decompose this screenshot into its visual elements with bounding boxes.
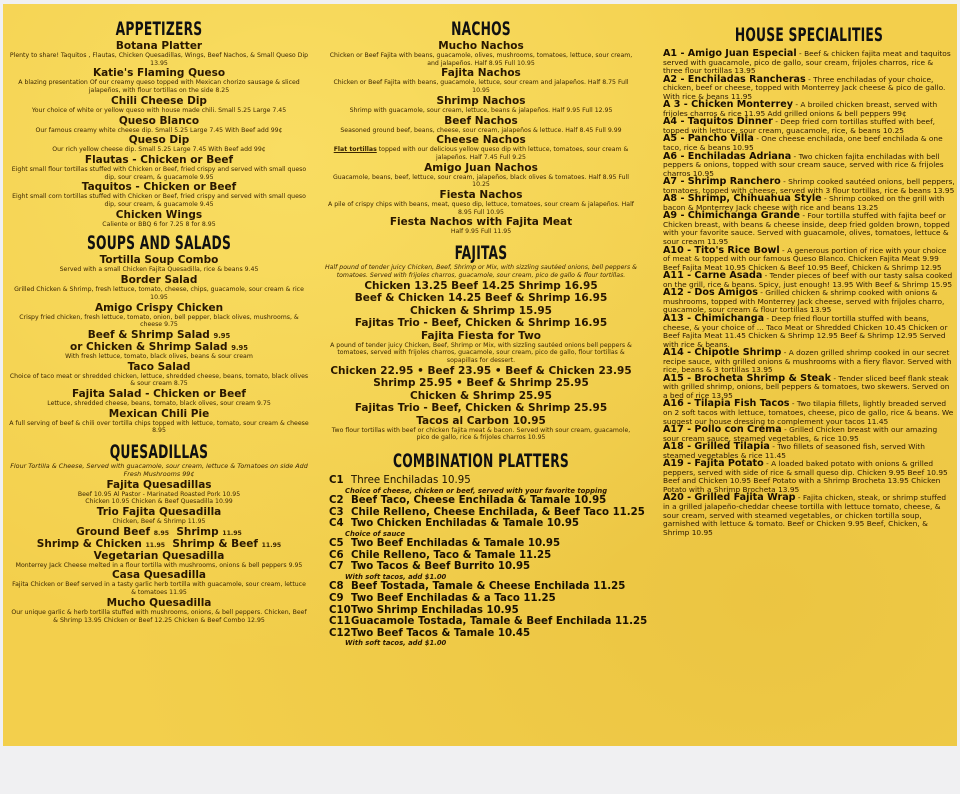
combo-row <box>329 518 637 530</box>
appetizer-item-desc <box>9 52 309 67</box>
soup-salad-item-name: Mexican Chili Pie <box>108 407 210 420</box>
combo-text: Two Beef Tacos & Tamale 10.45 <box>351 627 531 639</box>
house-item-desc: - Shrimp cooked on the grill with bacon & Monterrey Jack cheese with rice and beans 13.25 <box>663 194 945 212</box>
house-item <box>663 372 955 401</box>
tacos-al-carbon-name: Tacos al Carbon 10.95 <box>416 414 546 427</box>
appetizer-item-name: Flautas - Chicken or Beef <box>84 153 234 166</box>
combo-text: Two Chicken Enchiladas & Tamale 10.95 <box>351 518 579 530</box>
nachos-item-desc-text: topped with our delicious yellow queso dip with lettuce, tomatoes, sour cream & jalapeños. Half 7.45 Full 9.25 <box>376 146 629 161</box>
quesadillas-title: QUESADILLAS <box>109 441 209 464</box>
soup-salad-item-desc <box>9 373 309 388</box>
soup-salad-item <box>9 302 309 329</box>
house-title: HOUSE SPECIALITIES <box>734 24 884 46</box>
shrimp-quesadilla-price: 11.95 <box>222 529 242 537</box>
fajitas-section <box>325 264 637 442</box>
house-item-desc: - Fajita chicken, steak, or shrimp stuffed in a grilled jalapeño-cheddar cheese tortilla with lettuce tomato, cheese, & sour cream, served with steamed vegetables, or chicken tortilla soup, garnished with lettuce & tomato. Beef or Chicken 9.95 Beef, Chicken, & Shrimp 10.95 <box>663 493 947 537</box>
appetizer-item-desc <box>9 146 309 154</box>
soup-salad-item-name: Amigo Crispy Chicken <box>94 301 224 314</box>
house-item <box>663 73 955 102</box>
house-item-name: A8 - Shrimp, Chihuahua Style <box>663 193 822 205</box>
soups-list <box>9 254 309 435</box>
combo-text: Beef Tostada, Tamale & Cheese Enchilada 11.25 <box>351 581 626 593</box>
left-column <box>9 4 309 624</box>
house-item-name: A7 - Shrimp Ranchero <box>663 176 781 188</box>
shrimp-chicken-name: Shrimp & Chicken <box>36 537 142 550</box>
fajita-price-line: Chicken 13.25 Beef 14.25 Shrimp 16.95 <box>364 279 598 292</box>
combo-row <box>329 538 637 550</box>
combo-row <box>329 605 637 617</box>
house-item-desc: - Tender pieces of beef with our tasty salsa cooked on the grill, rice & beans. Spicy, just enough! 13.95 With Beef & Shrimp 15.95 <box>663 271 953 289</box>
house-item-desc: - Two fillets of seasoned fish, served With steamed vegetables & rice 11.45 <box>663 442 925 460</box>
soup-salad-item-desc-text: Grilled Chicken & Shrimp, fresh lettuce, tomato, cheese, chips, guacamole, sour cream & rice 10.95 <box>14 286 304 301</box>
nachos-item-name: Fiesta Nachos with Fajita Meat <box>389 216 573 229</box>
combo-text: Guacamole Tostada, Tamale & Beef Enchilada 11.25 <box>351 616 648 628</box>
house-item-name: A1 - Amigo Juan Especial <box>663 48 797 59</box>
house-item-name: A6 - Enchiladas Adriana <box>663 150 792 162</box>
menu-board <box>3 4 957 746</box>
fajita-price-line: Beef & Chicken 14.25 Beef & Shrimp 16.95 <box>354 292 608 305</box>
house-item-desc: - Shrimp cooked sautéed onions, bell peppers, tomatoes, topped with cheese, served with 3 flour tortillas, rice & beans 13.95 <box>663 177 955 195</box>
soup-salad-item-desc-text: A full serving of beef & chili over tortilla chips topped with lettuce, tomato, sour cream & cheese 8.95 <box>9 419 309 435</box>
house-item <box>663 289 955 315</box>
soup-salad-item-name: Tortilla Soup Combo <box>99 254 219 267</box>
nachos-item-desc-text: Half 9.95 Full 11.95 <box>450 228 512 236</box>
combo-text: Three Enchiladas 10.95 <box>351 475 471 487</box>
appetizer-item-desc <box>9 221 309 229</box>
appetizer-item-desc <box>9 107 309 115</box>
soup-salad-item-desc-text: Lettuce, shredded cheese, beans, tomato, black olives, sour cream 9.75 <box>47 400 271 408</box>
combo-code: C6 <box>329 549 344 561</box>
combo-code: C5 <box>329 538 344 550</box>
appetizers-list <box>9 40 309 228</box>
quesadillas-intro: Flour Tortilla & Cheese, Served with guacamole, sour cream, lettuce & Tomatoes on side Add Fresh Mushrooms 99¢ <box>10 462 308 478</box>
appetizer-item-desc-text: Our famous creamy white cheese dip. Small 5.25 Large 7.45 With Beef add 99¢ <box>35 126 283 134</box>
nachos-item-desc <box>325 228 637 236</box>
combo-row <box>329 495 637 507</box>
fajita-quesadillas-name: Fajita Quesadillas <box>106 478 212 491</box>
house-item-desc: - Deep fried flour tortilla stuffed with beans, cheese, & your choice of ... Taco Meat or Shredded Chicken 10.45 Chicken or Beef Fajita Meat 11.45 Chicken & Shrimp 12.95 Beef & Shrimp 12.95 Served with rice & beans. <box>663 313 948 349</box>
casa-quesadilla-desc: Fajita Chicken or Beef served in a tasty garlic herb tortilla with guacamole, sour cream, lettuce & tomatoes 11.95 <box>12 581 306 597</box>
house-item-desc: - One cheese enchilada, one beef enchilada & one taco, rice & beans 10.95 <box>663 134 943 153</box>
nachos-item-desc-text: A pile of crispy chips with beans, meat, queso dip, lettuce, tomatoes, sour cream & jalapeños. Half 8.95 Full 10.95 <box>328 201 634 216</box>
combo-code: C3 <box>329 506 344 518</box>
combo-code: C11 <box>329 616 351 628</box>
appetizer-item-name: Chicken Wings <box>115 208 203 221</box>
fajitas-intro: Half pound of tender juicy Chicken, Beef, Shrimp or Mix, with sizzling sautéed onions, bell peppers & tomatoes. Served with frijoles charros, guacamole, sour cream, pico de gallo & flour tortillas. <box>325 264 637 279</box>
appetizer-item <box>9 95 309 115</box>
house-item-desc: - Tender sliced beef flank steak with grilled shrimp, onions, bell peppers & tomatoes, two skewers. Served on a bed of rice 13.95 <box>663 373 950 400</box>
house-item-desc: - A loaded baked potato with onions & grilled peppers, served with side of rice & small queso dip. Chicken 9.95 Beef 10.95 Beef and Chicken 10.95 Beef Potato with a Shrimp Brocheta 13.95 Chicken Potato with a Shrimp Brocheta 13.95 <box>663 459 948 494</box>
appetizer-item-name: Katie's Flaming Queso <box>92 67 226 80</box>
nachos-item-name: Mucho Nachos <box>438 40 524 52</box>
appetizer-item <box>9 67 309 94</box>
appetizer-item-name: Botana Platter <box>115 40 203 52</box>
combo-row <box>329 628 637 640</box>
nachos-item-desc <box>325 79 637 94</box>
house-item-desc: - A dozen grilled shrimp cooked in our secret recipe sauce, with grilled onions & mushrooms with a fiery flavor. Served with rice, beans & 3 tortillas 13.95 <box>663 348 952 375</box>
appetizer-item-desc-text: A blazing presentation Of our creamy queso topped with Mexican chorizo sausage & sliced jalapeños, with flour tortillas on the side 8.25 <box>18 79 300 95</box>
soup-salad-item <box>9 329 309 341</box>
nachos-list <box>325 40 637 236</box>
house-item <box>663 349 955 375</box>
appetizer-item-name: Queso Dip <box>128 134 190 147</box>
mucho-quesadilla-name: Mucho Quesadilla <box>106 596 212 609</box>
combo-note: With soft tacos, add $1.00 <box>345 573 447 582</box>
combo-code: C9 <box>329 593 344 605</box>
soup-salad-item-name: Taco Salad <box>127 360 191 373</box>
house-item-name: A19 - Fajita Potato <box>663 458 764 470</box>
house-item-name: A4 - Taquitos Dinner <box>663 116 773 128</box>
house-item-name: A20 - Grilled Fajita Wrap <box>663 492 796 504</box>
house-item-name: A13 - Chimichanga <box>663 312 765 324</box>
nachos-item-desc-text: Chicken or Beef Fajita with beans, guacamole, olives, mushrooms, tomatoes, lettuce, sour cream, and jalapeños. Half 8.95 Full 10.95 <box>329 52 633 67</box>
combo-row <box>329 561 637 573</box>
combo-code: C1 <box>329 475 344 487</box>
appetizer-item-desc <box>9 166 309 181</box>
soup-salad-item-name: or Chicken & Shrimp Salad <box>69 340 228 353</box>
nachos-item <box>325 162 637 189</box>
shrimp-beef-name: Shrimp & Beef <box>172 537 258 550</box>
vegetarian-quesadilla-desc: Monterrey Jack Cheese melted in a flour tortilla with mushrooms, onions & bell peppers 9.95 <box>15 561 303 569</box>
fajita-price-line: Chicken & Shrimp 15.95 <box>410 304 552 317</box>
fajita-quesadillas-line2: Chicken 10.95 Chicken & Beef Quesadilla 10.99 <box>85 498 233 506</box>
soup-salad-item-price: 9.95 <box>213 331 231 340</box>
nachos-item <box>325 40 637 67</box>
fajita-price-line: Fajitas Trio - Beef, Chicken & Shrimp 25.95 <box>354 402 608 415</box>
soups-title: SOUPS AND SALADS <box>86 232 232 255</box>
middle-column <box>325 4 648 648</box>
house-item <box>663 212 955 246</box>
combos-list <box>325 475 648 648</box>
ground-beef-shrimp-line <box>9 526 309 538</box>
fiesta-price-lines <box>325 365 637 415</box>
nachos-item-desc-text: Shrimp with guacamole, sour cream, lettuce, beans & jalapeños. Half 9.95 Full 12.95 <box>349 106 613 114</box>
house-item <box>663 312 955 349</box>
appetizer-item-desc-text: Caliente or BBQ 6 for 7.25 8 for 8.95 <box>102 220 216 228</box>
house-item-name: A11 - Carne Asada <box>663 270 763 282</box>
combo-code: C7 <box>329 561 344 573</box>
fajita-price-line: Chicken 22.95 • Beef 23.95 • Beef & Chicken 23.95 <box>330 364 632 377</box>
soup-salad-item <box>9 388 309 408</box>
combo-code: C2 <box>329 495 344 507</box>
house-item-name: A17 - Pollo con Crema <box>663 424 782 436</box>
appetizer-item-desc-text: Plenty to share! Taquitos , Flautas, Chicken Quesadillas, Wings, Beef Nachos, & Small Queso Dip 13.95 <box>9 52 309 67</box>
nachos-item-desc <box>325 107 637 115</box>
house-item-desc: - A broiled chicken breast, served with frijoles charros & rice 11.95 Add grilled onions & bell peppers 99¢ <box>663 100 938 118</box>
casa-quesadilla-name: Casa Quesadilla <box>111 569 207 582</box>
combo-text: Chile Relleno, Cheese Enchilada, & Beef Taco 11.25 <box>351 506 645 518</box>
house-item <box>663 494 955 537</box>
house-item-desc: - Three enchiladas of your choice, chicken, beef or cheese, topped with Monterrey Jack cheese & pico de gallo. With rice & beans 11.95 <box>663 74 946 101</box>
house-list <box>663 50 955 537</box>
combo-row <box>329 581 637 593</box>
appetizer-item <box>9 40 309 67</box>
ground-beef-price: 8.95 <box>153 529 170 537</box>
ground-beef-name: Ground Beef <box>76 525 151 538</box>
soup-salad-item-desc-text: Crispy fried chicken, fresh lettuce, tomato, onion, bell pepper, black olives, mushrooms, & cheese 9.75 <box>19 313 299 329</box>
house-item-name: A15 - Brocheta Shrimp & Steak <box>663 372 832 384</box>
house-item-desc: - Two chicken fajita enchiladas with bell peppers & onions, topped with sour cream sauce, served with rice & frijoles charros 10.95 <box>663 151 944 178</box>
nachos-item-name: Cheese Nachos <box>436 134 526 147</box>
nachos-item-name: Beef Nachos <box>444 114 518 127</box>
fajita-price-line: Fajitas Trio - Beef, Chicken & Shrimp 16.95 <box>354 317 608 330</box>
house-item-name: A5 - Pancho Villa <box>663 133 754 145</box>
soup-salad-item <box>9 408 309 435</box>
nachos-item-name: Fajita Nachos <box>441 67 521 80</box>
combo-code: C8 <box>329 581 344 593</box>
appetizer-item-desc <box>9 127 309 135</box>
soup-salad-item-name: Fajita Salad - Chicken or Beef <box>72 388 246 401</box>
fajita-price-lines <box>325 280 637 330</box>
combo-note: Choice of sauce <box>345 529 405 538</box>
house-item <box>663 460 955 494</box>
soup-salad-item <box>9 274 309 301</box>
nachos-item-desc-text: Seasoned ground beef, beans, cheese, sour cream, jalapeños & lettuce. Half 8.45 Full 9.99 <box>340 126 622 134</box>
nachos-item <box>325 115 637 135</box>
nachos-item-desc <box>325 174 637 189</box>
vegetarian-quesadilla-name: Vegetarian Quesadilla <box>93 549 225 562</box>
house-item-name: A9 - Chimichanga Grande <box>663 210 800 222</box>
tacos-al-carbon-desc: Two flour tortillas with beef or chicken fajita meat & bacon. Served with sour cream, guacamole, pico de gallo, rice & frijoles charros 10.95 <box>331 426 631 442</box>
nachos-item-desc-text: Chicken or Beef Fajita with beans, guacamole, lettuce, sour cream and jalapeños. Half 8.75 Full 10.95 <box>333 79 629 95</box>
soup-salad-item-price: 9.95 <box>231 343 249 352</box>
nachos-item-desc <box>325 146 637 161</box>
combo-note: With soft tacos, add $1.00 <box>345 639 447 648</box>
soup-salad-item-desc <box>9 286 309 301</box>
nachos-item-desc-highlight: Flat tortillas <box>333 146 377 154</box>
nachos-item-desc <box>325 127 637 135</box>
fajita-price-line: Shrimp 25.95 • Beef & Shrimp 25.95 <box>373 377 589 390</box>
house-item <box>663 50 955 76</box>
house-item-name: A10 - Tito's Rice Bowl <box>663 244 780 256</box>
combo-text: Beef Taco, Cheese Enchilada & Tamale 10.95 <box>351 495 607 507</box>
combo-row <box>329 616 648 628</box>
combo-row <box>329 550 637 562</box>
combo-text: Two Tacos & Beef Burrito 10.95 <box>351 561 531 573</box>
soup-salad-item <box>9 341 309 361</box>
fajita-quesadillas-line1: Beef 10.95 Al Pastor - Marinated Roasted Pork 10.95 <box>77 490 241 498</box>
appetizer-item <box>9 115 309 135</box>
nachos-item-desc <box>325 201 637 216</box>
appetizer-item <box>9 181 309 208</box>
mucho-quesadilla-desc: Our unique garlic & herb tortilla stuffed with mushrooms, onions, & bell peppers. Chicken, Beef & Shrimp 13.95 Chicken or Beef 12.25 Chicken & Beef Combo 12.95 <box>11 608 307 624</box>
nachos-title: NACHOS <box>451 18 511 40</box>
fajitas-title: FAJITAS <box>454 242 508 265</box>
nachos-item <box>325 216 637 236</box>
soup-salad-item <box>9 361 309 388</box>
nachos-item <box>325 189 637 216</box>
nachos-item <box>325 95 637 115</box>
nachos-item <box>325 67 637 94</box>
soup-salad-item-desc <box>9 400 309 408</box>
house-item-desc: - Grilled chicken & shrimp cooked with onions & mushrooms, topped with Monterrey Jack cheese, served with frijoles charro, guacamole, sour cream & flour tortillas 13.95 <box>663 288 945 315</box>
appetizer-item-desc <box>9 193 309 208</box>
house-item-name: A2 - Enchiladas Rancheras <box>663 73 806 85</box>
combo-text: Two Beef Enchiladas & Tamale 10.95 <box>351 538 561 550</box>
house-item-desc: - A generous portion of rice with your choice of meat & topped with our famous Queso Blanco. Chicken Fajita Meat 9.99 Beef Fajita Meat 10.95 Chicken & Beef 10.95 Beef, Chicken & Shrimp 12.95 <box>663 245 947 272</box>
house-item-desc: - Grilled Chicken breast with our amazing sour cream sauce, steamed vegetables, & rice 10.95 <box>663 425 938 443</box>
nachos-item-desc <box>325 52 637 67</box>
nachos-item-name: Amigo Juan Nachos <box>424 161 538 174</box>
combo-row <box>329 506 645 519</box>
house-item-desc: - Four tortilla stuffed with fajita beef or Chicken breast, with beans & cheese inside, deep fried golden brown, topped with your favorite sauce. Served with guacamole, olives, tomatoes, lettuce & sour cream 11.95 <box>663 211 950 247</box>
nachos-item-name: Shrimp Nachos <box>436 94 526 107</box>
shrimp-combo-line <box>9 538 309 550</box>
nachos-item-desc-text: Guacamole, beans, beef, lettuce, sour cream, jalapeños, black olives & tomatoes. Half 8.95 Full 10.25 <box>332 173 629 189</box>
combos-title: COMBINATION PLATTERS <box>393 450 569 473</box>
house-item-desc: - Two tilapia fillets, lightly breaded served on 2 soft tacos with lettuce, tomatoes, cheese, pico de gallo, rice & beans. We suggest our house dressing to complement your tacos 11.45 <box>663 399 954 426</box>
appetizer-item-desc-text: Eight small flour tortillas stuffed with Chicken or Beef, fried crispy and served with small queso dip, sour cream, & guacamole 9.95 <box>11 165 307 181</box>
shrimp-quesadilla-name: Shrimp <box>176 525 219 538</box>
combo-row <box>329 593 637 605</box>
combo-code: C10 <box>329 604 351 616</box>
soup-salad-item-desc-text: Choice of taco meat or shredded chicken, lettuce, shredded cheese, beans, tomato, black olives & sour cream 8.75 <box>9 372 309 388</box>
appetizer-item-name: Chili Cheese Dip <box>111 94 207 107</box>
combo-note: Choice of cheese, chicken or beef, served with your favorite topping <box>345 486 608 495</box>
house-item <box>663 150 955 179</box>
house-item-desc: - Deep fried corn tortillas stuffed with beef, topped with lettuce, sour cream, guacamole, rice, & beans 10.25 <box>663 117 936 135</box>
appetizers-title: APPETIZERS <box>115 18 203 40</box>
house-item-name: A18 - Grilled Tilapia <box>663 441 770 453</box>
soup-salad-item-desc <box>9 353 309 361</box>
nachos-item <box>325 134 637 161</box>
combo-row <box>329 475 637 487</box>
fajita-price-line: Chicken & Shrimp 25.95 <box>410 389 552 402</box>
trio-quesadilla-name: Trio Fajita Quesadilla <box>96 505 222 518</box>
house-item-desc: - Beef & chicken fajita meat and taquitos served with guacamole, pico de gallo, sour cream, frijoles charros, rice & three flour tortillas 13.95 <box>663 49 951 76</box>
soup-salad-item <box>9 254 309 274</box>
appetizer-item-desc-text: Your choice of white or yellow queso with house made chili. Small 5.25 Large 7.45 <box>31 106 287 114</box>
soup-salad-item-desc-text: With fresh lettuce, tomato, black olives, beans & sour cream <box>65 352 253 360</box>
house-item-name: A12 - Dos Amigos <box>663 287 758 299</box>
soup-salad-item-desc <box>9 420 309 435</box>
soup-salad-item-name: Beef & Shrimp Salad <box>87 328 210 341</box>
soup-salad-item-line <box>9 341 309 353</box>
combo-text: Chile Relleno, Taco & Tamale 11.25 <box>351 549 552 561</box>
soup-salad-item-desc-text: Served with a small Chicken Fajita Quesadilla, rice & beans 9.45 <box>59 266 259 274</box>
appetizer-item <box>9 209 309 229</box>
appetizer-item-desc-text: Our rich yellow cheese dip. Small 5.25 Large 7.45 With Beef add 99¢ <box>52 146 266 154</box>
appetizer-item <box>9 134 309 154</box>
house-item <box>663 244 955 273</box>
soup-salad-item-line <box>9 329 309 341</box>
house-item-name: A14 - Chipotle Shrimp <box>663 347 782 359</box>
soup-salad-item-desc <box>9 266 309 274</box>
appetizer-item-name: Queso Blanco <box>118 114 200 127</box>
appetizer-item <box>9 154 309 181</box>
soup-salad-item-name: Border Salad <box>120 274 198 287</box>
shrimp-beef-price: 11.95 <box>261 541 282 549</box>
combo-code: C12 <box>329 627 351 639</box>
quesadillas-section <box>9 463 309 624</box>
combo-code: C4 <box>329 518 344 530</box>
house-item <box>663 400 955 426</box>
house-item-name: A16 - Tilapia Fish Tacos <box>663 398 790 410</box>
right-column <box>663 4 955 537</box>
appetizer-item-name: Taquitos - Chicken or Beef <box>81 181 237 194</box>
fajita-fiesta-desc: A pound of tender juicy Chicken, Beef, Shrimp or Mix, with sizzling sautéed onions bell peppers & tomatoes, served with frijoles charros, guacamole, sour cream, pico de gallo, flour tortillas & sopapillas for dessert. <box>330 341 632 364</box>
soup-salad-item-desc <box>9 314 309 329</box>
trio-quesadilla-desc: Chicken, Beef & Shrimp 11.95 <box>112 517 206 525</box>
appetizer-item-desc <box>9 79 309 94</box>
fajita-fiesta-name: Fajita Fiesta for Two <box>420 329 542 342</box>
combo-text: Two Beef Enchiladas & a Taco 11.25 <box>351 593 556 605</box>
appetizer-item-desc-text: Eight small corn tortillas stuffed with Chicken or Beef, fried crispy and served with small queso dip, sour cream, & guacamole 9.45 <box>12 193 306 209</box>
house-item-name: A 3 - Chicken Monterrey <box>663 99 794 111</box>
nachos-item-name: Fiesta Nachos <box>439 189 523 202</box>
shrimp-chicken-price: 11.95 <box>145 541 166 549</box>
combo-text: Two Shrimp Enchiladas 10.95 <box>351 604 519 616</box>
